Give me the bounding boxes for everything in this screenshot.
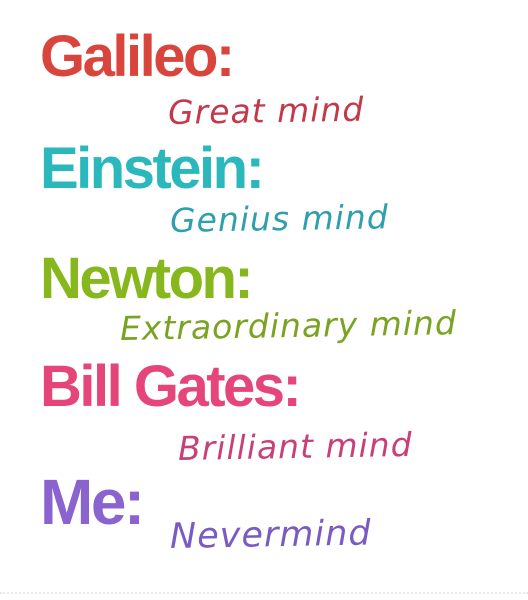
note-genius-mind: Genius mind xyxy=(169,197,390,240)
note-brilliant-mind: Brilliant mind xyxy=(177,424,413,468)
note-extraordinary-mind: Extraordinary mind xyxy=(119,303,458,348)
note-nevermind: Nevermind xyxy=(169,513,372,557)
bottom-divider xyxy=(0,592,528,594)
name-galileo: Galileo: xyxy=(40,24,233,89)
name-bill-gates: Bill Gates: xyxy=(40,354,300,419)
note-great-mind: Great mind xyxy=(167,89,365,132)
name-einstein: Einstein: xyxy=(40,136,263,201)
name-newton: Newton: xyxy=(40,246,252,311)
name-me: Me: xyxy=(40,466,143,538)
